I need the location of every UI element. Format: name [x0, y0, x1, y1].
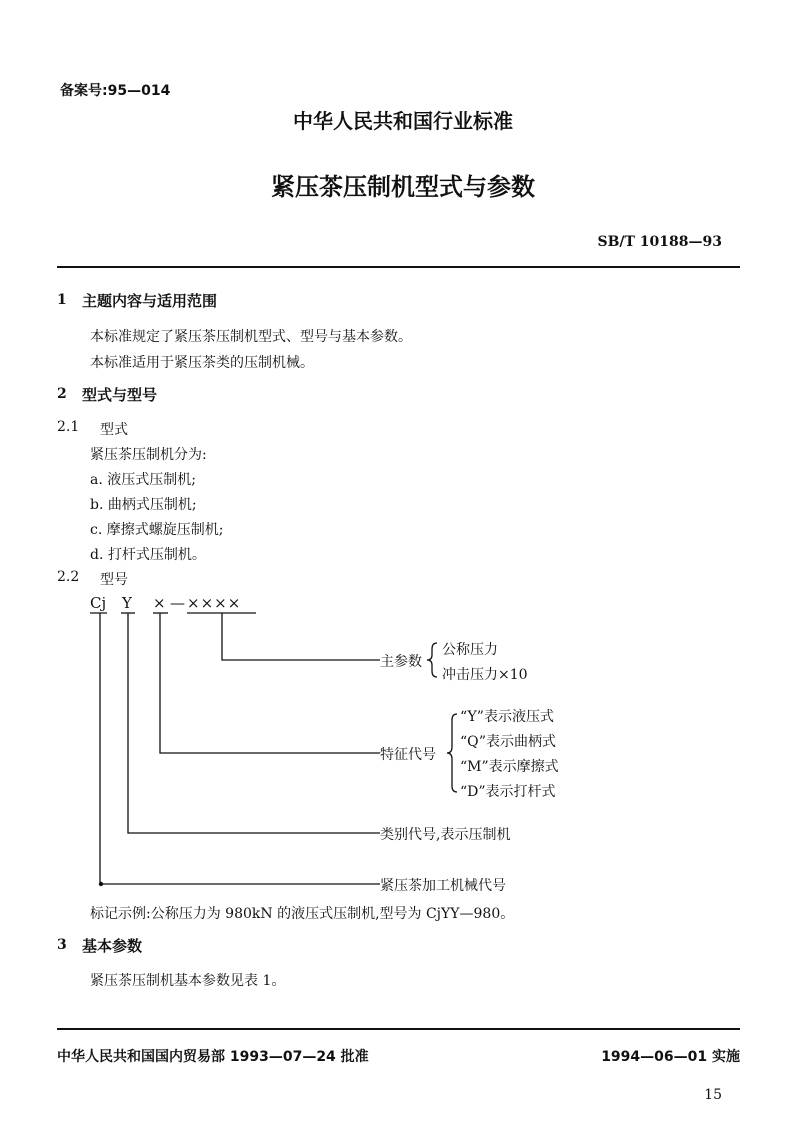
feature-option: “Y”表示液压式	[460, 709, 554, 725]
leader-machine	[100, 613, 380, 884]
leader-category	[128, 613, 380, 833]
section-1-para-2: 本标准适用于紧压茶类的压制机械。	[90, 355, 314, 371]
feature-code-label: 特征代号	[380, 747, 436, 763]
model-code-prefix: Cj	[90, 594, 107, 612]
brace-feature	[447, 714, 457, 792]
section-2-2-title: 型号	[100, 572, 128, 588]
record-number: 备案号:95—014	[60, 83, 171, 99]
type-list-item: a. 液压式压制机;	[90, 472, 196, 488]
org-title: 中华人民共和国行业标准	[293, 109, 513, 133]
type-list-item: d. 打杆式压制机。	[90, 547, 206, 563]
main-param-option: 公称压力	[442, 642, 498, 658]
main-param-option: 冲击压力×10	[442, 667, 528, 683]
section-3-title: 基本参数	[82, 937, 143, 955]
feature-option: “M”表示摩擦式	[460, 759, 559, 775]
model-code-feature: ×	[153, 594, 166, 612]
model-code-param: ××××	[187, 594, 242, 612]
footer-rule	[57, 1028, 740, 1030]
feature-option: “Q”表示曲柄式	[460, 734, 557, 750]
section-2-number: 2	[57, 386, 67, 402]
section-1-number: 1	[57, 292, 67, 308]
section-2-1-title: 型式	[100, 422, 128, 438]
model-code-dash: —	[170, 594, 185, 612]
feature-option: “D”表示打杆式	[460, 784, 556, 800]
main-param-label: 主参数	[380, 654, 422, 670]
leader-feature	[160, 613, 380, 753]
section-2-1-number: 2.1	[57, 419, 80, 435]
document-title: 紧压茶压制机型式与参数	[271, 173, 535, 201]
approval-line: 中华人民共和国国内贸易部 1993—07—24 批准	[57, 1049, 369, 1065]
type-list-item: b. 曲柄式压制机;	[90, 497, 197, 513]
section-3-number: 3	[57, 937, 67, 953]
effective-date: 1994—06—01 实施	[601, 1049, 740, 1065]
brace-main-param	[427, 643, 437, 677]
marking-example: 标记示例:公称压力为 980kN 的液压式压制机,型号为 CjYY—980。	[90, 906, 515, 922]
model-code-category: Y	[122, 594, 132, 612]
section-2-title: 型式与型号	[82, 386, 158, 404]
leader-end-dot	[99, 882, 103, 886]
category-code-label: 类别代号,表示压制机	[380, 827, 511, 843]
standard-code: SB/T 10188—93	[597, 234, 722, 250]
page-number: 15	[704, 1087, 722, 1103]
section-1-para-1: 本标准规定了紧压茶压制机型式、型号与基本参数。	[90, 329, 412, 345]
section-2-2-number: 2.2	[57, 569, 80, 585]
section-3-para-1: 紧压茶压制机基本参数见表 1。	[90, 973, 286, 989]
type-list-item: c. 摩擦式螺旋压制机;	[90, 522, 224, 538]
machine-code-label: 紧压茶加工机械代号	[380, 878, 506, 894]
section-1-title: 主题内容与适用范围	[82, 292, 218, 310]
section-2-1-intro: 紧压茶压制机分为:	[90, 447, 207, 463]
leader-main-param	[222, 613, 380, 660]
